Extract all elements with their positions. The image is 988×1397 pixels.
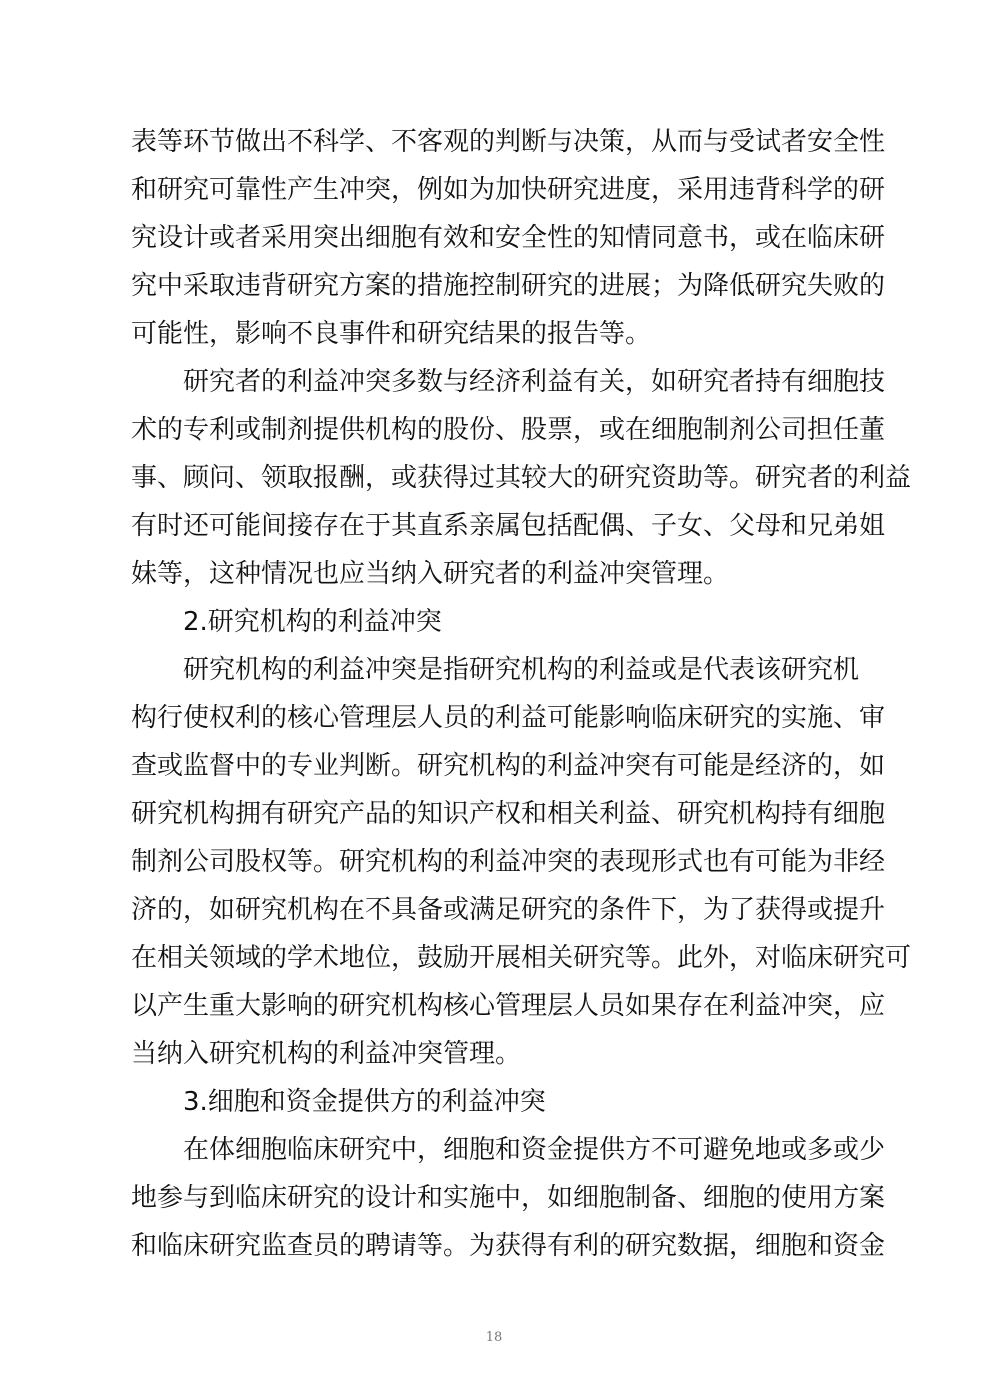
text-line: 以产生重大影响的研究机构核心管理层人员如果存在利益冲突，应 xyxy=(131,991,886,1021)
text-line: 在体细胞临床研究中，细胞和资金提供方不可避免地或多或少 xyxy=(183,1135,886,1165)
text-line: 表等环节做出不科学、不客观的判断与决策，从而与受试者安全性 xyxy=(131,127,886,157)
page-number: 18 xyxy=(485,1330,503,1345)
text-line: 查或监督中的专业判断。研究机构的利益冲突有可能是经济的，如 xyxy=(131,751,886,781)
text-line: 济的，如研究机构在不具备或满足研究的条件下，为了获得或提升 xyxy=(131,895,886,925)
text-line: 妹等，这种情况也应当纳入研究者的利益冲突管理。 xyxy=(131,559,730,589)
text-line: 构行使权利的核心管理层人员的利益可能影响临床研究的实施、审 xyxy=(131,703,886,733)
text-line: 究中采取违背研究方案的措施控制研究的进展；为降低研究失败的 xyxy=(131,271,886,301)
text-line: 研究机构的利益冲突是指研究机构的利益或是代表该研究机 xyxy=(183,655,860,685)
text-line: 研究者的利益冲突多数与经济利益有关，如研究者持有细胞技 xyxy=(183,367,886,397)
text-line: 和临床研究监查员的聘请等。为获得有利的研究数据，细胞和资金 xyxy=(131,1231,886,1261)
text-line: 制剂公司股权等。研究机构的利益冲突的表现形式也有可能为非经 xyxy=(131,847,886,877)
document-body xyxy=(131,118,912,1270)
section-heading: 3.细胞和资金提供方的利益冲突 xyxy=(183,1087,546,1117)
text-line: 当纳入研究机构的利益冲突管理。 xyxy=(131,1039,522,1069)
text-line: 事、顾问、领取报酬，或获得过其较大的研究资助等。研究者的利益 xyxy=(131,463,912,493)
text-line: 有时还可能间接存在于其直系亲属包括配偶、子女、父母和兄弟姐 xyxy=(131,511,886,541)
text-line: 可能性，影响不良事件和研究结果的报告等。 xyxy=(131,319,652,349)
text-line: 术的专利或制剂提供机构的股份、股票，或在细胞制剂公司担任董 xyxy=(131,415,886,445)
text-line: 研究机构拥有研究产品的知识产权和相关利益、研究机构持有细胞 xyxy=(131,799,886,829)
section-heading: 2.研究机构的利益冲突 xyxy=(183,607,442,637)
text-line: 和研究可靠性产生冲突，例如为加快研究进度，采用违背科学的研 xyxy=(131,175,886,205)
text-line: 在相关领域的学术地位，鼓励开展相关研究等。此外，对临床研究可 xyxy=(131,943,912,973)
text-line: 地参与到临床研究的设计和实施中，如细胞制备、细胞的使用方案 xyxy=(131,1183,886,1213)
text-line: 究设计或者采用突出细胞有效和安全性的知情同意书，或在临床研 xyxy=(131,223,886,253)
